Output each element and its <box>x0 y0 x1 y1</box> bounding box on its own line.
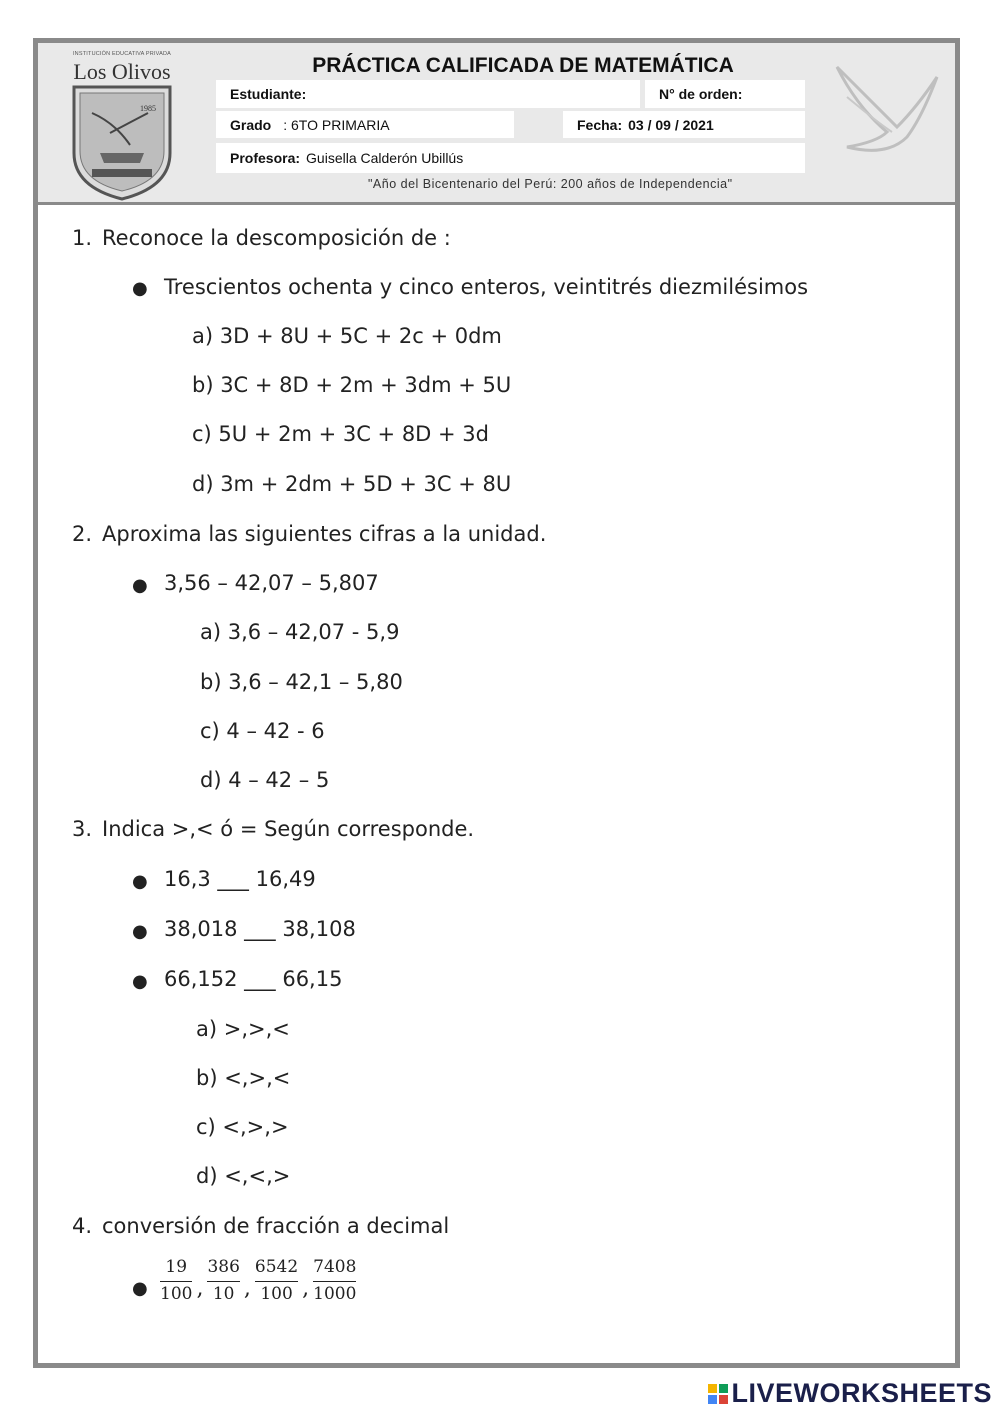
question-4 <box>72 1214 449 1238</box>
answer-option-a[interactable]: a) >,>,< <box>196 1017 290 1041</box>
question-3 <box>72 817 474 841</box>
comparison-item: 16,3 ___ 16,49 <box>164 867 316 891</box>
fraction-denominator: 100 <box>160 1283 193 1304</box>
student-field[interactable] <box>216 80 640 108</box>
question-prompt: Reconoce la descomposición de : <box>102 226 451 250</box>
grade-field <box>216 111 514 138</box>
answer-option-c[interactable]: c) 5U + 2m + 3C + 8D + 3d <box>192 422 489 446</box>
fraction <box>255 1258 298 1304</box>
fraction-numerator: 6542 <box>254 1257 299 1277</box>
order-label: N° de orden: <box>659 86 743 102</box>
bullet-icon: ● <box>132 921 148 942</box>
answer-option-d[interactable]: d) 4 – 42 – 5 <box>200 768 330 792</box>
question-prompt: Aproxima las siguientes cifras a la unidad. <box>102 522 547 546</box>
shield-icon <box>70 83 174 201</box>
worksheet-header <box>38 43 955 205</box>
bullet-icon: ● <box>132 871 148 892</box>
date-field <box>563 111 805 138</box>
answer-option-a[interactable]: a) 3,6 – 42,07 - 5,9 <box>200 620 400 644</box>
bullet-icon: ● <box>132 971 148 992</box>
answer-option-b[interactable]: b) <,>,< <box>196 1066 291 1090</box>
question-1 <box>72 226 451 250</box>
logo-subtitle: INSTITUCIÓN EDUCATIVA PRIVADA <box>72 51 172 57</box>
dove-icon <box>827 47 947 167</box>
fraction-denominator: 100 <box>260 1283 293 1304</box>
question-2 <box>72 522 546 546</box>
page-title: PRÁCTICA CALIFICADA DE MATEMÁTICA <box>312 54 734 77</box>
fraction-numerator: 19 <box>165 1257 188 1277</box>
question-number: 3. <box>72 817 93 841</box>
logo-name: Los Olivos <box>73 59 171 84</box>
question-bullet: Trescientos ochenta y cinco enteros, veintitrés diezmilésimos <box>164 275 809 299</box>
answer-option-d[interactable]: d) 3m + 2dm + 5D + 3C + 8U <box>192 472 512 496</box>
answer-option-b[interactable]: b) 3C + 8D + 2m + 3dm + 5U <box>192 373 512 397</box>
answer-option-c[interactable]: c) <,>,> <box>196 1115 289 1139</box>
answer-option-a[interactable]: a) 3D + 8U + 5C + 2c + 0dm <box>192 324 502 348</box>
grade-value: : 6TO PRIMARIA <box>283 116 390 133</box>
bullet-icon: ● <box>132 1278 148 1299</box>
date-value: 03 / 09 / 2021 <box>628 116 714 133</box>
brand-mark-icon <box>708 1384 728 1404</box>
fraction-denominator: 10 <box>212 1283 235 1304</box>
brand-text: LIVEWORKSHEETS <box>731 1378 992 1408</box>
question-bullet: 3,56 – 42,07 – 5,807 <box>164 571 379 595</box>
comparison-item: 66,152 ___ 66,15 <box>164 967 343 991</box>
motto: "Año del Bicentenario del Perú: 200 años de Independencia" <box>368 177 733 191</box>
teacher-field <box>216 143 805 173</box>
fraction <box>313 1258 356 1304</box>
liveworksheets-logo[interactable] <box>708 1378 992 1409</box>
question-prompt: conversión de fracción a decimal <box>102 1214 450 1238</box>
fraction-numerator: 386 <box>207 1257 240 1277</box>
student-label: Estudiante: <box>230 86 307 102</box>
school-logo <box>68 51 176 201</box>
comparison-item: 38,018 ___ 38,108 <box>164 917 356 941</box>
bullet-icon: ● <box>132 278 148 299</box>
fraction-list: $\frac{19}{100}$ , $\frac{386}{10}$ , $\frac{6542}{100}$ , $\frac{7408}{1000}$ <box>160 1257 357 1304</box>
logo-year: 1985 <box>140 104 156 113</box>
fraction <box>207 1258 239 1304</box>
question-number: 1. <box>72 226 93 250</box>
question-number: 2. <box>72 522 93 546</box>
question-number: 4. <box>72 1214 93 1238</box>
answer-option-c[interactable]: c) 4 – 42 - 6 <box>200 719 325 743</box>
answer-option-d[interactable]: d) <,<,> <box>196 1164 291 1188</box>
grade-label: Grado <box>230 116 272 133</box>
order-number-field[interactable] <box>645 80 805 108</box>
teacher-value: Guisella Calderón Ubillús <box>306 150 464 166</box>
question-prompt: Indica >,< ó = Según corresponde. <box>102 817 475 841</box>
bullet-icon: ● <box>132 575 148 596</box>
fraction <box>160 1258 192 1304</box>
fraction-denominator: 1000 <box>313 1283 357 1304</box>
date-label: Fecha: <box>577 116 623 133</box>
teacher-label: Profesora: <box>230 150 301 166</box>
answer-option-b[interactable]: b) 3,6 – 42,1 – 5,80 <box>200 670 403 694</box>
fraction-numerator: 7408 <box>313 1257 357 1277</box>
